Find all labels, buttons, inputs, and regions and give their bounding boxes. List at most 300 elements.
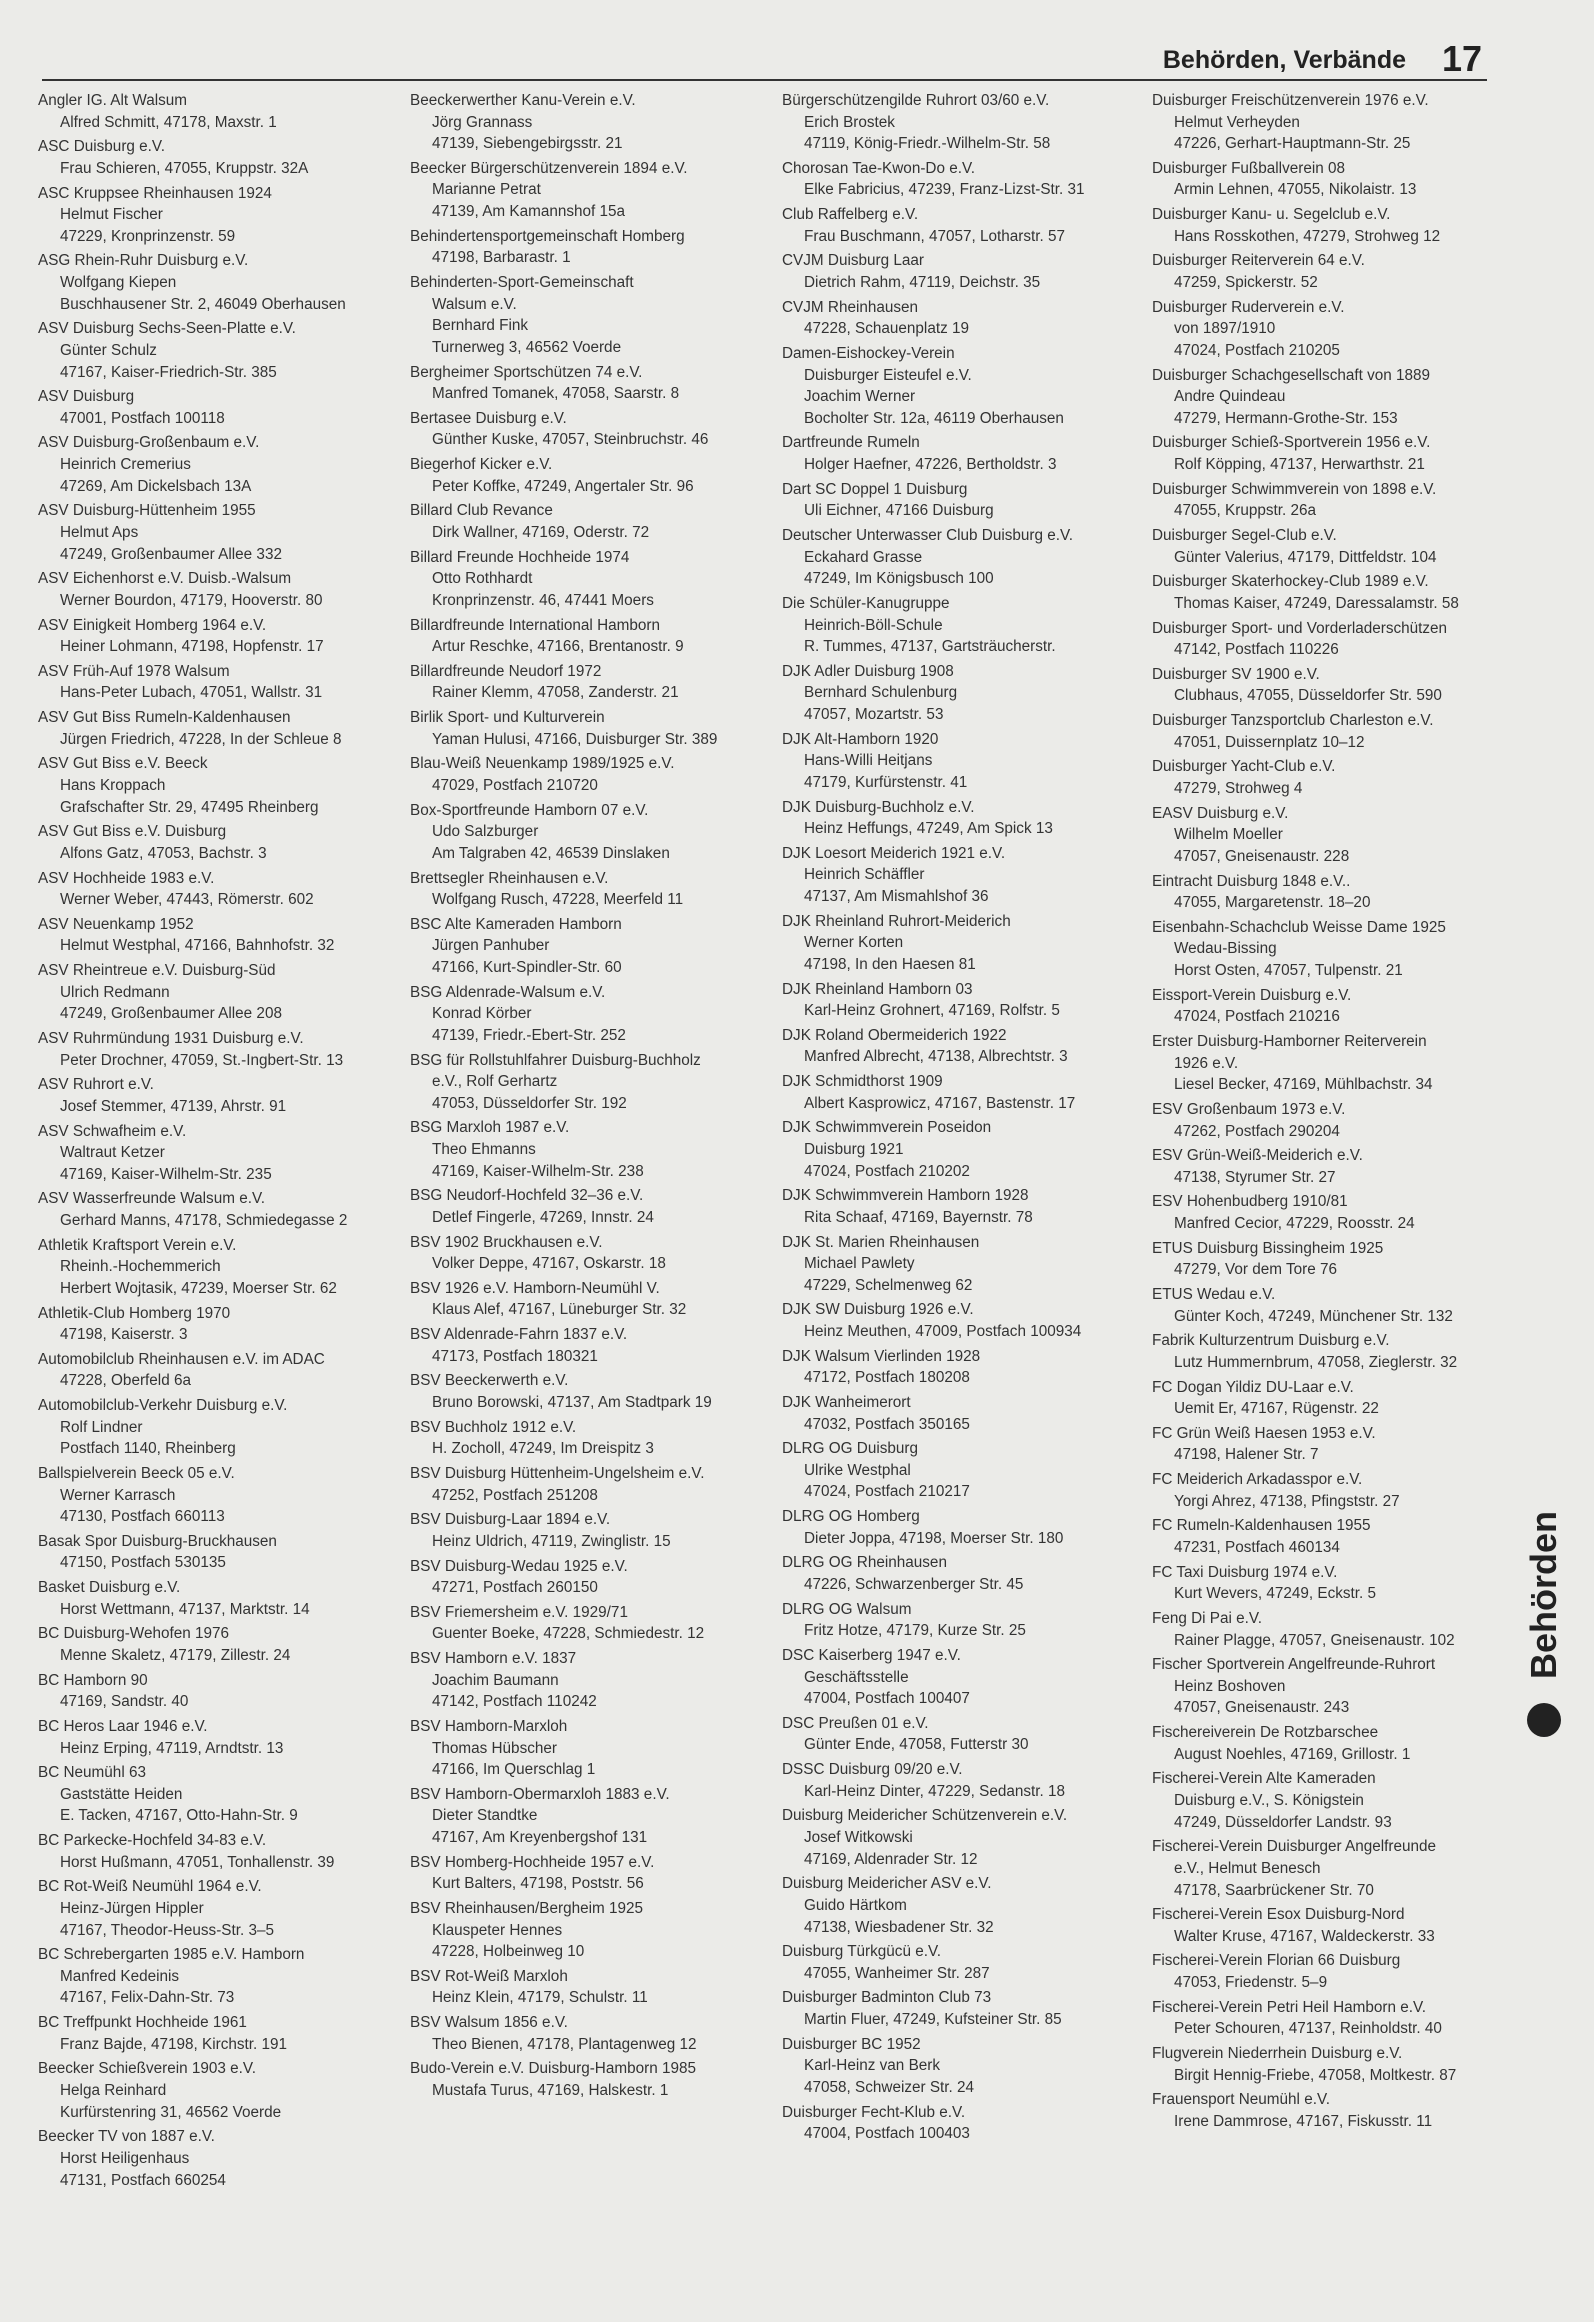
entry-detail-line: 47138, Styrumer Str. 27 (1174, 1168, 1336, 1186)
entry-detail-line: Hans-Peter Lubach, 47051, Wallstr. 31 (60, 684, 323, 702)
directory-entry (782, 297, 1137, 340)
directory-entry (782, 1645, 1137, 1710)
entry-detail-line: Postfach 1140, Rheinberg (60, 1440, 236, 1458)
directory-entry (782, 1299, 1137, 1342)
entry-name: Bertasee Duisburg e.V. (410, 409, 567, 427)
entry-name: Eissport-Verein Duisburg e.V. (1152, 986, 1352, 1004)
entry-detail-line: August Noehles, 47169, Grillostr. 1 (1174, 1745, 1411, 1763)
directory-entry (410, 1232, 765, 1275)
entry-detail-line: Bernhard Schulenburg (804, 684, 958, 702)
entry-detail-line: Kurfürstenring 31, 46562 Voerde (60, 2103, 282, 2121)
entry-name: Duisburger Schwimmverein von 1898 e.V. (1152, 480, 1437, 498)
entry-detail-line: Rheinh.-Hochemmerich (60, 1258, 221, 1276)
entry-name: DJK St. Marien Rheinhausen (782, 1233, 980, 1251)
entry-name: BSV Walsum 1856 e.V. (410, 2014, 568, 2032)
entry-detail-line: 47024, Postfach 210217 (804, 1483, 970, 1501)
entry-name: ASV Duisburg Sechs-Seen-Platte e.V. (38, 320, 296, 338)
entry-detail-line: 47004, Postfach 100403 (804, 2125, 970, 2143)
directory-entry (410, 1370, 765, 1413)
entry-detail-line: Artur Reschke, 47166, Brentanostr. 9 (432, 638, 684, 656)
directory-entry (1152, 1608, 1507, 1651)
directory-entry (38, 1944, 393, 2009)
directory-entry (782, 525, 1137, 590)
entry-detail-line: 47130, Postfach 660113 (60, 1508, 225, 1526)
entry-name: BSV Friemersheim e.V. 1929/71 (410, 1603, 628, 1621)
entry-name: Beecker Schießverein 1903 e.V. (38, 2060, 256, 2078)
directory-entry (38, 1121, 393, 1186)
entry-detail-line: Wolfgang Rusch, 47228, Meerfeld 11 (432, 891, 684, 909)
directory-entry (410, 868, 765, 911)
entry-name: DJK Schmidthorst 1909 (782, 1073, 943, 1091)
header-rule (42, 79, 1487, 81)
entry-detail-line: 47262, Postfach 290204 (1174, 1122, 1340, 1140)
entry-name: ASV Gut Biss e.V. Beeck (38, 755, 208, 773)
entry-detail-line: Grafschafter Str. 29, 47495 Rheinberg (60, 798, 319, 816)
directory-entry (38, 707, 393, 750)
entry-name: Dart SC Doppel 1 Duisburg (782, 480, 968, 498)
entry-name: BC Rot-Weiß Neumühl 1964 e.V. (38, 1878, 262, 1896)
entry-name: ASV Gut Biss e.V. Duisburg (38, 823, 227, 841)
directory-entry (38, 432, 393, 497)
directory-entry (38, 386, 393, 429)
directory-entry (1152, 803, 1507, 868)
side-tab-label: Behörden (1523, 1510, 1564, 1680)
entry-name: Automobilclub-Verkehr Duisburg e.V. (38, 1397, 288, 1415)
entry-detail-line: 47179, Kurfürstenstr. 41 (804, 773, 968, 791)
entry-detail-line: Fritz Hotze, 47179, Kurze Str. 25 (804, 1622, 1026, 1640)
entry-detail-line: 47198, Kaiserstr. 3 (60, 1326, 188, 1344)
directory-entry (782, 1805, 1137, 1870)
entry-detail-line: 47024, Postfach 210202 (804, 1162, 970, 1180)
entry-name: Deutscher Unterwasser Club Duisburg e.V. (782, 527, 1074, 545)
directory-entry (410, 454, 765, 497)
entry-name: Duisburg Türkgücü e.V. (782, 1943, 942, 1961)
entry-detail-line: 47249, Großenbaumer Allee 332 (60, 545, 282, 563)
directory-entry (410, 1716, 765, 1781)
entry-name: FC Taxi Duisburg 1974 e.V. (1152, 1563, 1338, 1581)
directory-entry (38, 1623, 393, 1666)
entry-name: Duisburger Fecht-Klub e.V. (782, 2103, 966, 2121)
entry-detail-line: 47029, Postfach 210720 (432, 776, 598, 794)
directory-entry (38, 1395, 393, 1460)
entry-detail-line: Marianne Petrat (432, 181, 541, 199)
entry-detail-line: Rolf Lindner (60, 1418, 143, 1436)
entry-detail-line: Duisburg e.V., S. Königstein (1174, 1792, 1364, 1810)
directory-entry (1152, 710, 1507, 753)
entry-name: Duisburger Ruderverein e.V. (1152, 298, 1345, 316)
entry-detail-line: Detlef Fingerle, 47269, Innstr. 24 (432, 1208, 654, 1226)
directory-entry (1152, 618, 1507, 661)
entry-name: Beecker Bürgerschützenverein 1894 e.V. (410, 159, 688, 177)
directory-entry (38, 1463, 393, 1528)
directory-entry (38, 1349, 393, 1392)
directory-entry (38, 1235, 393, 1300)
entry-detail-line: Heiner Lohmann, 47198, Hopfenstr. 17 (60, 638, 324, 656)
entry-detail-line: 47024, Postfach 210205 (1174, 341, 1340, 359)
entry-detail-line: 47167, Am Kreyenbergshof 131 (432, 1829, 648, 1847)
entry-detail-line: 47169, Kaiser-Wilhelm-Str. 235 (60, 1165, 272, 1183)
entry-name: DLRG OG Homberg (782, 1508, 920, 1526)
page-number: 17 (1441, 38, 1482, 79)
entry-name: Budo-Verein e.V. Duisburg-Hamborn 1985 (410, 2060, 697, 2078)
entry-detail-line: Helmut Fischer (60, 206, 163, 224)
entry-name: Biegerhof Kicker e.V. (410, 456, 553, 474)
directory-entry (782, 1346, 1137, 1389)
directory-entry (38, 2058, 393, 2123)
entry-detail-line: Jürgen Friedrich, 47228, In der Schleue 8 (60, 730, 342, 748)
entry-name: BSV Duisburg-Laar 1894 e.V. (410, 1511, 611, 1529)
directory-entry (38, 318, 393, 383)
entry-detail-line: 47231, Postfach 460134 (1174, 1539, 1340, 1557)
entry-detail-line: Jürgen Panhuber (432, 937, 550, 955)
entry-detail-line: Elke Fabricius, 47239, Franz-Lizst-Str. 31 (804, 181, 1085, 199)
entry-name: Fischerei-Verein Florian 66 Duisburg (1152, 1952, 1401, 1970)
directory-entry (38, 1531, 393, 1574)
entry-detail-line: Andre Quindeau (1174, 388, 1286, 406)
entry-detail-line: Konrad Körber (432, 1005, 532, 1023)
entry-detail-line: 47167, Kaiser-Friedrich-Str. 385 (60, 363, 277, 381)
directory-entry (38, 136, 393, 179)
directory-entry (1152, 1330, 1507, 1373)
entry-detail-line: Erich Brostek (804, 113, 895, 131)
entry-name: Duisburger BC 1952 (782, 2035, 921, 2053)
entry-detail-line: 47142, Postfach 110226 (1174, 641, 1339, 659)
entry-name: EASV Duisburg e.V. (1152, 804, 1289, 822)
entry-detail-line: Günter Koch, 47249, Münchener Str. 132 (1174, 1307, 1453, 1325)
entry-name: Duisburg Meidericher Schützenverein e.V. (782, 1807, 1068, 1825)
directory-entry (782, 1025, 1137, 1068)
entry-name: Duisburger Reiterverein 64 e.V. (1152, 252, 1365, 270)
entry-name: BSC Alte Kameraden Hamborn (410, 915, 622, 933)
entry-name: Chorosan Tae-Kwon-Do e.V. (782, 159, 976, 177)
entry-name: FC Grün Weiß Haesen 1953 e.V. (1152, 1424, 1376, 1442)
directory-entry (38, 568, 393, 611)
entry-name: FC Meiderich Arkadasspor e.V. (1152, 1471, 1363, 1489)
entry-detail-line: 47055, Kruppstr. 26a (1174, 502, 1317, 520)
entry-detail-line: Joachim Baumann (432, 1671, 559, 1689)
entry-detail-line: Walsum e.V. (432, 295, 517, 313)
entry-detail-line: 47053, Friedenstr. 5–9 (1174, 1974, 1328, 1992)
entry-detail-line: Dieter Standtke (432, 1807, 538, 1825)
entry-detail-line: Gaststätte Heiden (60, 1785, 183, 1803)
entry-detail-line: Heinz Boshoven (1174, 1677, 1286, 1695)
directory-entry (410, 362, 765, 405)
entry-name: Club Raffelberg e.V. (782, 206, 919, 224)
entry-detail-line: 47271, Postfach 260150 (432, 1579, 598, 1597)
directory-entry (38, 183, 393, 248)
entry-name: BSG Neudorf-Hochfeld 32–36 e.V. (410, 1187, 644, 1205)
directory-entry (1152, 2089, 1507, 2132)
entry-name: BSV Rheinhausen/Bergheim 1925 (410, 1900, 644, 1917)
directory-entry (410, 1852, 765, 1895)
entry-detail-line: Otto Rothhardt (432, 570, 533, 588)
entry-name: BSV Duisburg Hüttenheim-Ungelsheim e.V. (410, 1464, 705, 1482)
entry-detail-line: Wolfgang Kiepen (60, 274, 177, 292)
entry-detail-line: Birgit Hennig-Friebe, 47058, Moltkestr. 87 (1174, 2066, 1457, 2084)
entry-detail-line: 47269, Am Dickelsbach 13A (60, 477, 252, 495)
entry-detail-line: Udo Salzburger (432, 823, 539, 841)
entry-detail-line: Karl-Heinz van Berk (804, 2057, 941, 2075)
entry-name: DJK Loesort Meiderich 1921 e.V. (782, 844, 1006, 862)
entry-name: ESV Grün-Weiß-Meiderich e.V. (1152, 1147, 1363, 1165)
entry-detail-line: Wilhelm Moeller (1174, 826, 1283, 844)
directory-entry (782, 843, 1137, 908)
entry-detail-line: 47169, Sandstr. 40 (60, 1693, 189, 1711)
entry-detail-line: 47226, Schwarzenberger Str. 45 (804, 1576, 1024, 1594)
entry-name: CVJM Rheinhausen (782, 298, 919, 316)
entry-detail-line: Buschhausener Str. 2, 46049 Oberhausen (60, 295, 346, 313)
entry-name: ASV Ruhrmündung 1931 Duisburg e.V. (38, 1029, 304, 1047)
directory-entry (1152, 1722, 1507, 1765)
entry-name: ASV Hochheide 1983 e.V. (38, 869, 215, 887)
entry-name: Die Schüler-Kanugruppe (782, 594, 950, 612)
entry-detail-line: Joachim Werner (804, 388, 916, 406)
entry-detail-line: Heinz Heffungs, 47249, Am Spick 13 (804, 820, 1053, 838)
entry-name: BC Hamborn 90 (38, 1671, 148, 1689)
entry-detail-line: Werner Karrasch (60, 1486, 176, 1504)
directory-entry (782, 1987, 1137, 2030)
entry-detail-line: Bocholter Str. 12a, 46119 Oberhausen (804, 409, 1064, 427)
entry-detail-line: 47198, Barbarastr. 1 (432, 249, 571, 267)
entry-name: DLRG OG Duisburg (782, 1440, 919, 1458)
entry-detail-line: Frau Schieren, 47055, Kruppstr. 32A (60, 159, 309, 177)
directory-entry (782, 1506, 1137, 1549)
directory-entry (38, 868, 393, 911)
entry-name: BSV 1926 e.V. Hamborn-Neumühl V. (410, 1279, 660, 1297)
directory-entry (1152, 917, 1507, 982)
entry-name: BSV Aldenrade-Fahrn 1837 e.V. (410, 1326, 628, 1344)
directory-entry (1152, 1377, 1507, 1420)
entry-name: Bürgerschützengilde Ruhrort 03/60 e.V. (782, 92, 1050, 109)
entry-detail-line: 47057, Gneisenaustr. 228 (1174, 847, 1350, 865)
directory-entry (1152, 1284, 1507, 1327)
directory-entry (782, 1232, 1137, 1297)
entry-name: BSG für Rollstuhlfahrer Duisburg-Buchholz (410, 1051, 701, 1069)
entry-name: Duisburger Schachgesellschaft von 1889 (1152, 366, 1431, 384)
entry-detail-line: Werner Korten (804, 934, 904, 952)
directory-entry (410, 1050, 765, 1115)
directory-entry (1152, 871, 1507, 914)
entry-name: ASV Früh-Auf 1978 Walsum (38, 662, 230, 680)
entry-name: FC Dogan Yildiz DU-Laar e.V. (1152, 1378, 1354, 1396)
entry-name: Fischer Sportverein Angelfreunde-Ruhrort (1152, 1656, 1436, 1674)
entry-name: Fischerei-Verein Duisburger Angelfreunde (1152, 1838, 1437, 1856)
entry-name: BSV Beeckerwerth e.V. (410, 1372, 569, 1390)
entry-name: Duisburger Badminton Club 73 (782, 1989, 992, 2007)
entry-name: FC Rumeln-Kaldenhausen 1955 (1152, 1517, 1371, 1535)
entry-detail-line: Manfred Albrecht, 47138, Albrechtstr. 3 (804, 1048, 1068, 1066)
entry-name: ESV Großenbaum 1973 e.V. (1152, 1100, 1346, 1118)
entry-name: Fischereiverein De Rotzbarschee (1152, 1724, 1379, 1742)
directory-column-4 (1152, 90, 1507, 2290)
entry-detail-line: 47167, Theodor-Heuss-Str. 3–5 (60, 1921, 275, 1939)
directory-entry (1152, 1654, 1507, 1719)
entry-detail-line: Rainer Klemm, 47058, Zanderstr. 21 (432, 684, 679, 702)
entry-name: DJK Rheinland Ruhrort-Meiderich (782, 912, 1011, 930)
directory-entry (410, 800, 765, 865)
directory-entry (782, 661, 1137, 726)
entry-name: DJK SW Duisburg 1926 e.V. (782, 1301, 974, 1319)
entry-name: Dartfreunde Rumeln (782, 434, 920, 452)
entry-detail-line: Martin Fluer, 47249, Kufsteiner Str. 85 (804, 2011, 1062, 2029)
entry-detail-line: 47249, Großenbaumer Allee 208 (60, 1005, 282, 1023)
entry-name: Brettsegler Rheinhausen e.V. (410, 869, 609, 887)
directory-entry (410, 1278, 765, 1321)
entry-detail-line: Uemit Er, 47167, Rügenstr. 22 (1174, 1400, 1379, 1418)
entry-name: Beecker TV von 1887 e.V. (38, 2128, 215, 2146)
entry-detail-line: Heinrich-Böll-Schule (804, 616, 943, 634)
directory-entry (38, 2126, 393, 2191)
directory-entry (782, 343, 1137, 429)
entry-detail-line: 47228, Holbeinweg 10 (432, 1943, 585, 1961)
entry-name: Frauensport Neumühl e.V. (1152, 2091, 1330, 2109)
entry-name: BC Parkecke-Hochfeld 34-83 e.V. (38, 1832, 267, 1850)
directory-entry (782, 593, 1137, 658)
entry-name: BSV Homberg-Hochheide 1957 e.V. (410, 1853, 655, 1871)
entry-name: ESV Hohenbudberg 1910/81 (1152, 1193, 1348, 1211)
entry-name: Feng Di Pai e.V. (1152, 1610, 1262, 1627)
directory-entry (38, 753, 393, 818)
entry-detail-line: Werner Weber, 47443, Römerstr. 602 (60, 891, 314, 909)
entry-detail-line: 47119, König-Friedr.-Wilhelm-Str. 58 (804, 135, 1051, 153)
directory-entry (1152, 1031, 1507, 1096)
entry-name: BC Heros Laar 1946 e.V. (38, 1717, 208, 1735)
directory-entry (1152, 1469, 1507, 1512)
entry-detail-line: Menne Skaletz, 47179, Zillestr. 24 (60, 1647, 291, 1664)
entry-detail-line: 47053, Düsseldorfer Str. 192 (432, 1094, 627, 1112)
entry-detail-line: Helga Reinhard (60, 2082, 167, 2100)
directory-entry (1152, 1099, 1507, 1142)
entry-detail-line: Rainer Plagge, 47057, Gneisenaustr. 102 (1174, 1631, 1455, 1649)
entry-detail-line: Holger Haefner, 47226, Bertholdstr. 3 (804, 456, 1057, 474)
directory-entry (1152, 158, 1507, 201)
entry-name: Duisburger Schieß-Sportverein 1956 e.V. (1152, 434, 1431, 452)
directory-entry (38, 1762, 393, 1827)
directory-entry (1152, 479, 1507, 522)
entry-name: Duisburger Sport- und Vorderladerschützen (1152, 619, 1448, 637)
entry-detail-line: 47057, Gneisenaustr. 243 (1174, 1699, 1350, 1717)
entry-name: ASV Duisburg-Hüttenheim 1955 (38, 502, 256, 520)
entry-detail-line: 47004, Postfach 100407 (804, 1690, 970, 1708)
entry-name: DJK Roland Obermeiderich 1922 (782, 1026, 1007, 1044)
entry-detail-line: Karl-Heinz Dinter, 47229, Sedanstr. 18 (804, 1782, 1066, 1800)
entry-detail-line: Lutz Hummernbrum, 47058, Zieglerstr. 32 (1174, 1353, 1458, 1371)
entry-detail-line: Helmut Westphal, 47166, Bahnhofstr. 32 (60, 937, 335, 955)
entry-detail-line: 47137, Am Mismahlshof 36 (804, 888, 989, 905)
directory-entry (38, 1716, 393, 1759)
directory-entry (782, 1392, 1137, 1435)
directory-entry (1152, 432, 1507, 475)
entry-detail-line: Alfons Gatz, 47053, Bachstr. 3 (60, 844, 267, 862)
directory-entry (1152, 985, 1507, 1028)
entry-detail-line: Rita Schaaf, 47169, Bayernstr. 78 (804, 1208, 1033, 1226)
directory-entry (782, 479, 1137, 522)
entry-name: ASV Ruhrort e.V. (38, 1076, 154, 1094)
entry-detail-line: 47198, Halener Str. 7 (1174, 1446, 1319, 1464)
entry-detail-line: Manfred Tomanek, 47058, Saarstr. 8 (432, 385, 680, 403)
entry-name: Erster Duisburg-Hamborner Reiterverein (1152, 1033, 1427, 1051)
directory-entry (38, 661, 393, 704)
entry-detail-line: Ulrike Westphal (804, 1461, 911, 1479)
entry-detail-line: 47169, Aldenrader Str. 12 (804, 1850, 978, 1868)
entry-detail-line: Am Talgraben 42, 46539 Dinslaken (432, 844, 670, 862)
entry-detail-line: Josef Witkowski (804, 1829, 913, 1847)
bullet-dot-icon (1527, 1703, 1561, 1737)
entry-detail-line: Bernhard Fink (432, 317, 529, 335)
directory-entry (1152, 1423, 1507, 1466)
entry-name: Birlik Sport- und Kulturverein (410, 709, 605, 727)
directory-entry (410, 1417, 765, 1460)
entry-detail-line: Rolf Köpping, 47137, Herwarthstr. 21 (1174, 456, 1425, 474)
directory-entry (410, 1117, 765, 1182)
entry-name: Athletik-Club Homberg 1970 (38, 1304, 231, 1322)
entry-name: Duisburg Meidericher ASV e.V. (782, 1875, 992, 1893)
entry-detail-line: 47279, Vor dem Tore 76 (1174, 1261, 1337, 1279)
entry-detail-line: 47249, Düsseldorfer Landstr. 93 (1174, 1813, 1392, 1831)
directory-entry (38, 1876, 393, 1941)
entry-detail-line: 47279, Strohweg 4 (1174, 780, 1303, 798)
entry-name: Eintracht Duisburg 1848 e.V.. (1152, 872, 1351, 890)
entry-name: Athletik Kraftsport Verein e.V. (38, 1236, 237, 1254)
entry-name: Angler IG. Alt Walsum (38, 92, 188, 109)
directory-entry (410, 226, 765, 269)
directory-entry (38, 2012, 393, 2055)
directory-entry (38, 250, 393, 315)
directory-entry (1152, 1904, 1507, 1947)
entry-detail-line: Dirk Wallner, 47169, Oderstr. 72 (432, 523, 650, 541)
entry-detail-line: Volker Deppe, 47167, Oskarstr. 18 (432, 1255, 666, 1273)
directory-column-1 (38, 90, 393, 2290)
entry-name: Duisburger Fußballverein 08 (1152, 159, 1346, 177)
entry-name: DJK Walsum Vierlinden 1928 (782, 1347, 981, 1365)
entry-detail-line: 47173, Postfach 180321 (432, 1347, 598, 1365)
entry-detail-line: Theo Ehmanns (432, 1141, 536, 1158)
directory-entry (1152, 1238, 1507, 1281)
directory-entry (782, 158, 1137, 201)
entry-detail-line: Armin Lehnen, 47055, Nikolaistr. 13 (1174, 181, 1417, 199)
entry-detail-line: 47228, Oberfeld 6a (60, 1372, 191, 1390)
entry-detail-line: Duisburg 1921 (804, 1141, 904, 1158)
directory-entry (38, 615, 393, 658)
entry-detail-line: Turnerweg 3, 46562 Voerde (432, 338, 622, 356)
directory-entry (1152, 1997, 1507, 2040)
entry-detail-line: 47166, Kurt-Spindler-Str. 60 (432, 958, 622, 976)
entry-detail-line: 47172, Postfach 180208 (804, 1369, 970, 1387)
entry-detail-line: Yorgi Ahrez, 47138, Pfingststr. 27 (1174, 1492, 1400, 1510)
directory-entry (38, 821, 393, 864)
directory-entry (782, 1873, 1137, 1938)
entry-detail-line: Klaus Alef, 47167, Lüneburger Str. 32 (432, 1301, 687, 1319)
entry-detail-line: von 1897/1910 (1174, 320, 1276, 338)
directory-entry (1152, 204, 1507, 247)
entry-detail-line: Geschäftsstelle (804, 1668, 909, 1686)
directory-entry (782, 1117, 1137, 1182)
directory-entry (410, 1966, 765, 2009)
directory-entry (1152, 1836, 1507, 1901)
entry-detail-line: Kurt Balters, 47198, Poststr. 56 (432, 1875, 644, 1893)
directory-entry (410, 1784, 765, 1849)
entry-detail-line: 47178, Saarbrückener Str. 70 (1174, 1881, 1374, 1899)
entry-detail-line: Michael Pawlety (804, 1255, 915, 1273)
entry-detail-line: Hans-Willi Heitjans (804, 752, 933, 770)
entry-name: DLRG OG Rheinhausen (782, 1554, 947, 1572)
directory-entry (782, 1438, 1137, 1503)
entry-detail-line: Manfred Kedeinis (60, 1967, 180, 1985)
entry-detail-line: Wedau-Bissing (1174, 940, 1277, 958)
entry-detail-line: Günther Kuske, 47057, Steinbruchstr. 46 (432, 431, 709, 449)
entry-detail-line: 47169, Kaiser-Wilhelm-Str. 238 (432, 1162, 644, 1180)
entry-detail-line: Peter Koffke, 47249, Angertaler Str. 96 (432, 477, 694, 495)
